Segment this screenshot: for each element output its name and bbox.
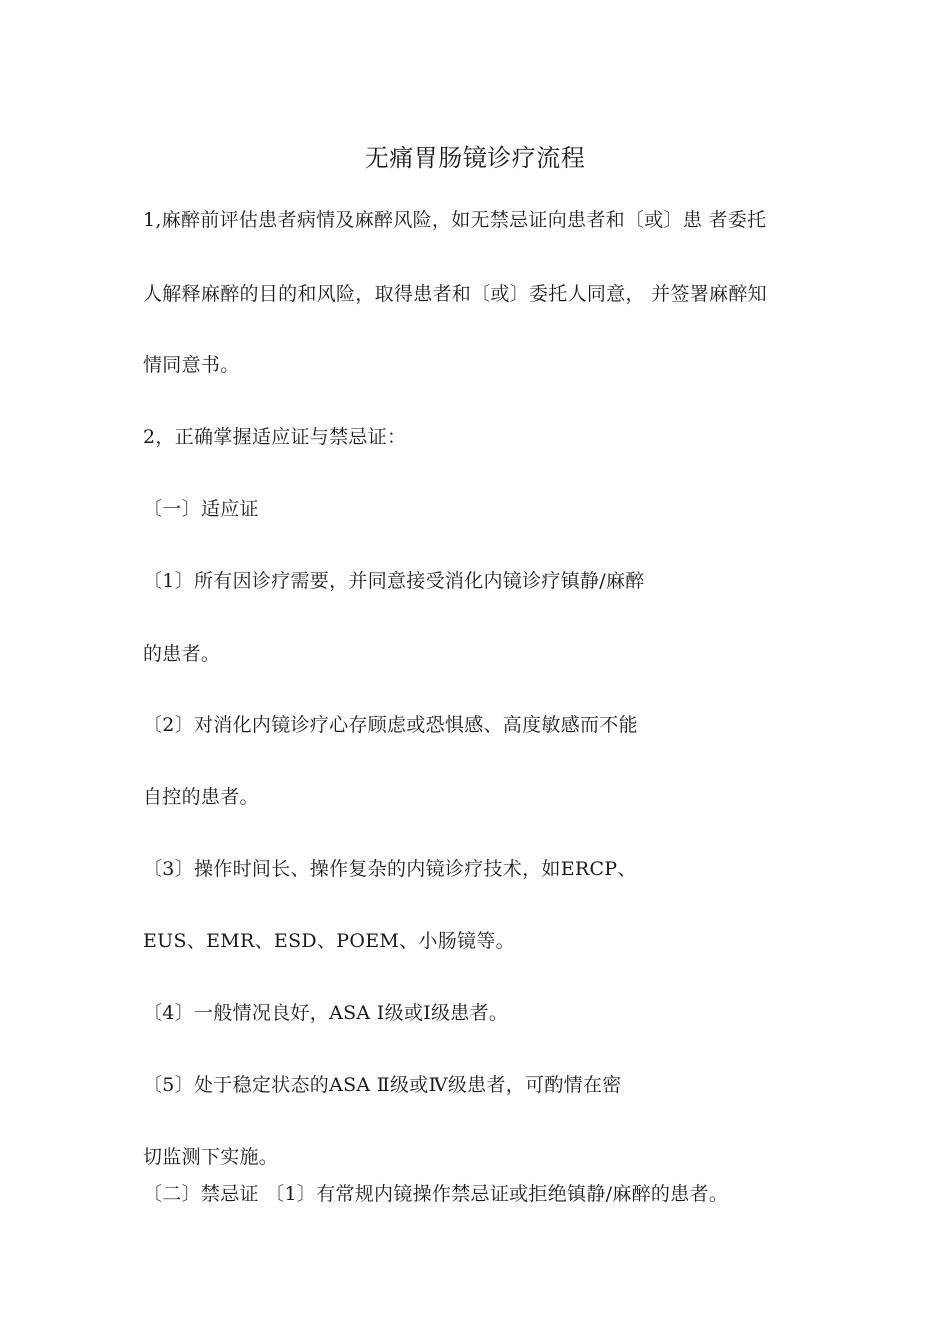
list-item-continuation: 自控的患者。 [143, 786, 259, 808]
paragraph-line: 1,麻醉前评估患者病情及麻醉风险，如无禁忌证向患者和〔或〕患 者委托 [143, 209, 767, 231]
list-item: 〔2〕对消化内镜诊疗心存顾虑或恐惧感、高度敏感而不能 [143, 714, 638, 736]
list-item-continuation: EUS、EMR、ESD、POEM、小肠镜等。 [143, 930, 515, 952]
paragraph-line: 人解释麻醉的目的和风险，取得患者和〔或〕委托人同意， 并签署麻醉知 [143, 283, 767, 305]
list-item: 〔1〕所有因诊疗需要，并同意接受消化内镜诊疗镇静/麻醉 [143, 570, 645, 592]
list-item: 〔5〕处于稳定状态的ASA Ⅱ级或Ⅳ级患者，可酌情在密 [143, 1074, 622, 1096]
list-item-continuation: 切监测下实施。 [143, 1146, 279, 1168]
list-item-continuation: 的患者。 [143, 643, 221, 665]
list-item: 〔3〕操作时间长、操作复杂的内镜诊疗技术，如ERCP、 [143, 858, 637, 880]
paragraph-line: 2，正确掌握适应证与禁忌证： [143, 426, 407, 448]
paragraph-line: 情同意书。 [143, 354, 240, 376]
section-heading: 〔二〕禁忌证 〔1〕有常规内镜操作禁忌证或拒绝镇静/麻醉的患者。 [143, 1183, 729, 1205]
document-title: 无痛胃肠镜诊疗流程 [364, 144, 586, 172]
list-item: 〔4〕一般情况良好，ASA Ⅰ级或Ⅰ级患者。 [143, 1002, 509, 1024]
section-heading: 〔一〕适应证 [143, 498, 259, 520]
